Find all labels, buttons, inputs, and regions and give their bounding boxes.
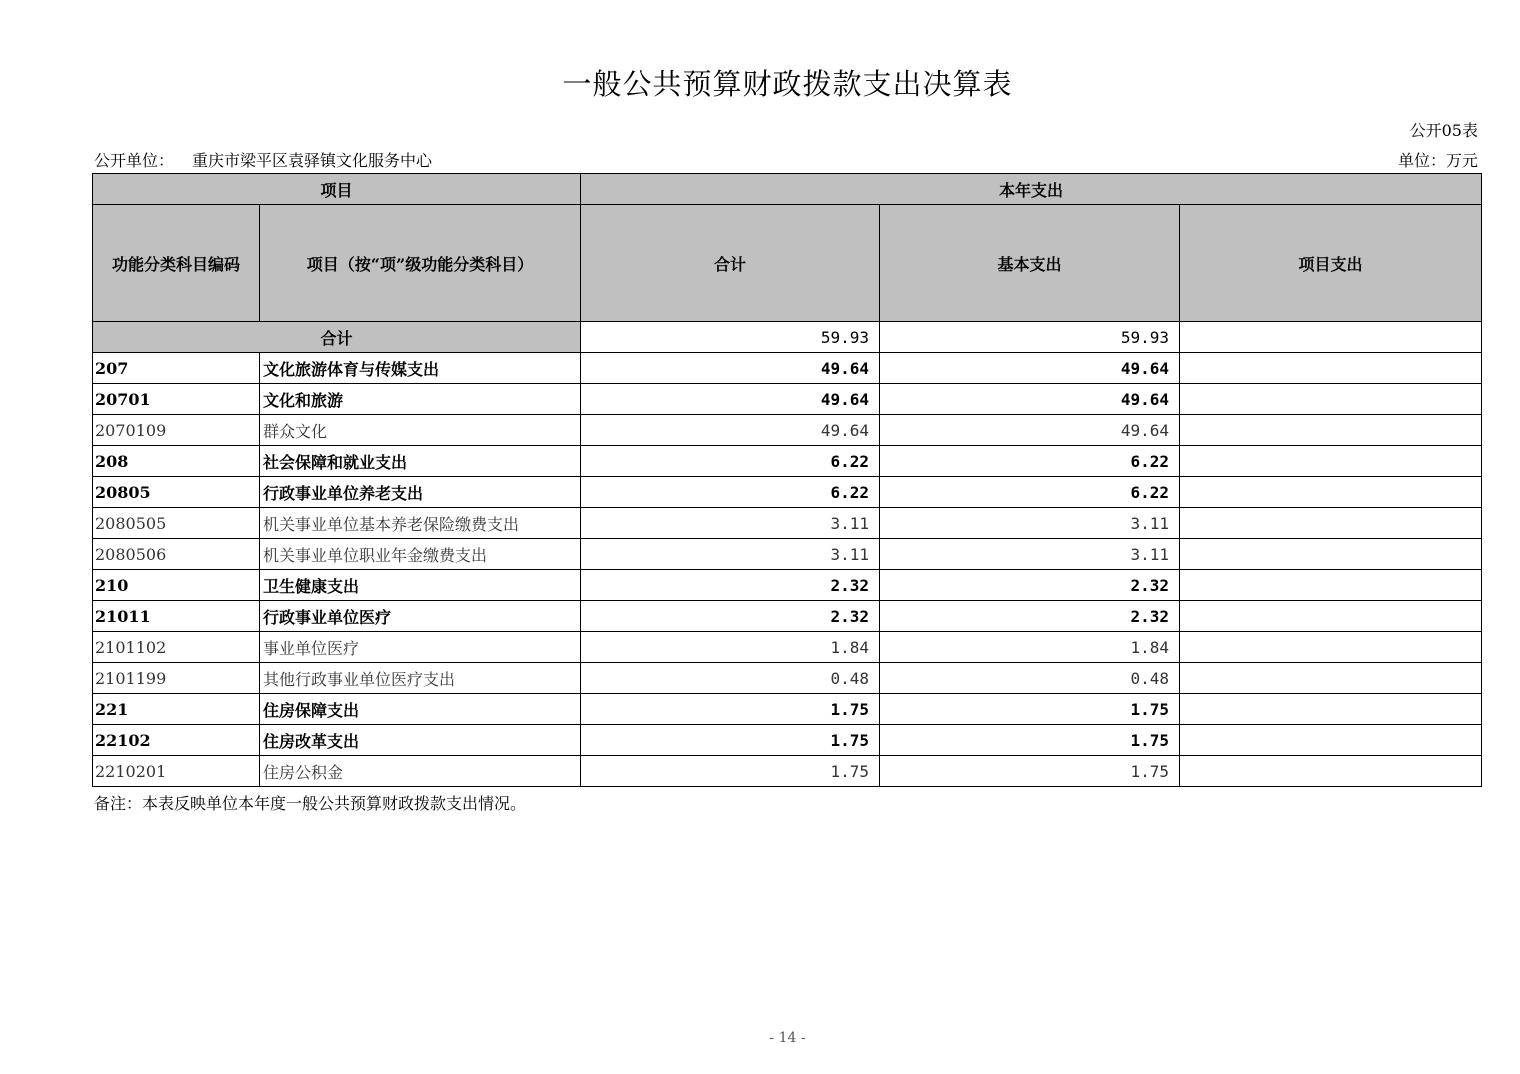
row-code: 207	[93, 353, 260, 384]
row-project	[1180, 663, 1482, 694]
table-row	[93, 663, 1482, 694]
row-basic: 2.32	[880, 570, 1180, 601]
row-name: 卫生健康支出	[260, 570, 581, 601]
row-project	[1180, 384, 1482, 415]
table-row	[93, 694, 1482, 725]
reporting-unit	[94, 148, 432, 171]
row-total: 49.64	[581, 384, 880, 415]
row-basic: 1.84	[880, 632, 1180, 663]
row-project	[1180, 446, 1482, 477]
row-basic: 3.11	[880, 539, 1180, 570]
row-total: 2.32	[581, 570, 880, 601]
table-row	[93, 415, 1482, 446]
row-name: 行政事业单位医疗	[260, 601, 581, 632]
row-name: 文化和旅游	[260, 384, 581, 415]
table-row	[93, 477, 1482, 508]
row-name: 住房公积金	[260, 756, 581, 787]
row-name: 文化旅游体育与传媒支出	[260, 353, 581, 384]
row-project	[1180, 694, 1482, 725]
header-code: 功能分类科目编码	[93, 205, 260, 322]
row-project	[1180, 601, 1482, 632]
row-name: 其他行政事业单位医疗支出	[260, 663, 581, 694]
table-row	[93, 446, 1482, 477]
row-basic: 6.22	[880, 477, 1180, 508]
total-row-total: 59.93	[581, 322, 880, 353]
row-code: 20701	[93, 384, 260, 415]
row-code: 221	[93, 694, 260, 725]
row-project	[1180, 539, 1482, 570]
row-basic: 1.75	[880, 756, 1180, 787]
row-code: 210	[93, 570, 260, 601]
table-row	[93, 539, 1482, 570]
row-name: 事业单位医疗	[260, 632, 581, 663]
row-code: 21011	[93, 601, 260, 632]
row-code: 208	[93, 446, 260, 477]
row-project	[1180, 632, 1482, 663]
row-name: 社会保障和就业支出	[260, 446, 581, 477]
row-total: 49.64	[581, 353, 880, 384]
table-row	[93, 384, 1482, 415]
page-number: - 14 -	[769, 1030, 806, 1046]
header-project-expenditure: 项目支出	[1180, 205, 1482, 322]
row-project	[1180, 570, 1482, 601]
footnote: 备注：本表反映单位本年度一般公共预算财政拨款支出情况。	[94, 794, 527, 813]
form-number: 公开05表	[1409, 121, 1478, 140]
row-total: 6.22	[581, 446, 880, 477]
header-basic: 基本支出	[880, 205, 1180, 322]
row-total: 0.48	[581, 663, 880, 694]
row-basic: 1.75	[880, 694, 1180, 725]
table-row	[93, 353, 1482, 384]
row-name: 机关事业单位职业年金缴费支出	[260, 539, 581, 570]
row-project	[1180, 756, 1482, 787]
row-total: 1.75	[581, 694, 880, 725]
row-code: 22102	[93, 725, 260, 756]
row-basic: 49.64	[880, 415, 1180, 446]
row-total: 3.11	[581, 539, 880, 570]
row-project	[1180, 415, 1482, 446]
total-row	[93, 322, 1482, 353]
row-basic: 3.11	[880, 508, 1180, 539]
row-project	[1180, 353, 1482, 384]
row-basic: 0.48	[880, 663, 1180, 694]
row-name: 机关事业单位基本养老保险缴费支出	[260, 508, 581, 539]
row-basic: 49.64	[880, 353, 1180, 384]
reporting-unit-label: 公开单位：	[94, 151, 175, 170]
table-row	[93, 725, 1482, 756]
row-total: 6.22	[581, 477, 880, 508]
row-code: 2080505	[93, 508, 260, 539]
reporting-unit-name: 重庆市梁平区袁驿镇文化服务中心	[192, 151, 433, 170]
header-project: 项目	[93, 174, 581, 205]
row-total: 2.32	[581, 601, 880, 632]
row-name: 群众文化	[260, 415, 581, 446]
row-name: 住房改革支出	[260, 725, 581, 756]
row-code: 20805	[93, 477, 260, 508]
table-row	[93, 632, 1482, 663]
table-row	[93, 756, 1482, 787]
row-basic: 6.22	[880, 446, 1180, 477]
row-project	[1180, 725, 1482, 756]
row-total: 1.84	[581, 632, 880, 663]
row-total: 1.75	[581, 756, 880, 787]
row-code: 2080506	[93, 539, 260, 570]
table-row	[93, 601, 1482, 632]
row-total: 49.64	[581, 415, 880, 446]
row-code: 2101199	[93, 663, 260, 694]
row-name: 住房保障支出	[260, 694, 581, 725]
row-name: 行政事业单位养老支出	[260, 477, 581, 508]
row-code: 2070109	[93, 415, 260, 446]
row-basic: 1.75	[880, 725, 1180, 756]
row-total: 1.75	[581, 725, 880, 756]
table-row	[93, 508, 1482, 539]
row-basic: 2.32	[880, 601, 1180, 632]
row-total: 3.11	[581, 508, 880, 539]
row-project	[1180, 477, 1482, 508]
header-total: 合计	[581, 205, 880, 322]
currency-unit: 单位：万元	[1397, 151, 1478, 170]
total-row-basic: 59.93	[880, 322, 1180, 353]
page-title: 一般公共预算财政拨款支出决算表	[562, 67, 1013, 101]
row-code: 2101102	[93, 632, 260, 663]
row-basic: 49.64	[880, 384, 1180, 415]
row-code: 2210201	[93, 756, 260, 787]
header-item: 项目（按“项”级功能分类科目）	[260, 205, 581, 322]
header-current-year: 本年支出	[581, 174, 1482, 205]
expenditure-table	[92, 173, 1482, 787]
row-project	[1180, 508, 1482, 539]
total-row-label: 合计	[93, 322, 581, 353]
table-row	[93, 570, 1482, 601]
total-row-project	[1180, 322, 1482, 353]
